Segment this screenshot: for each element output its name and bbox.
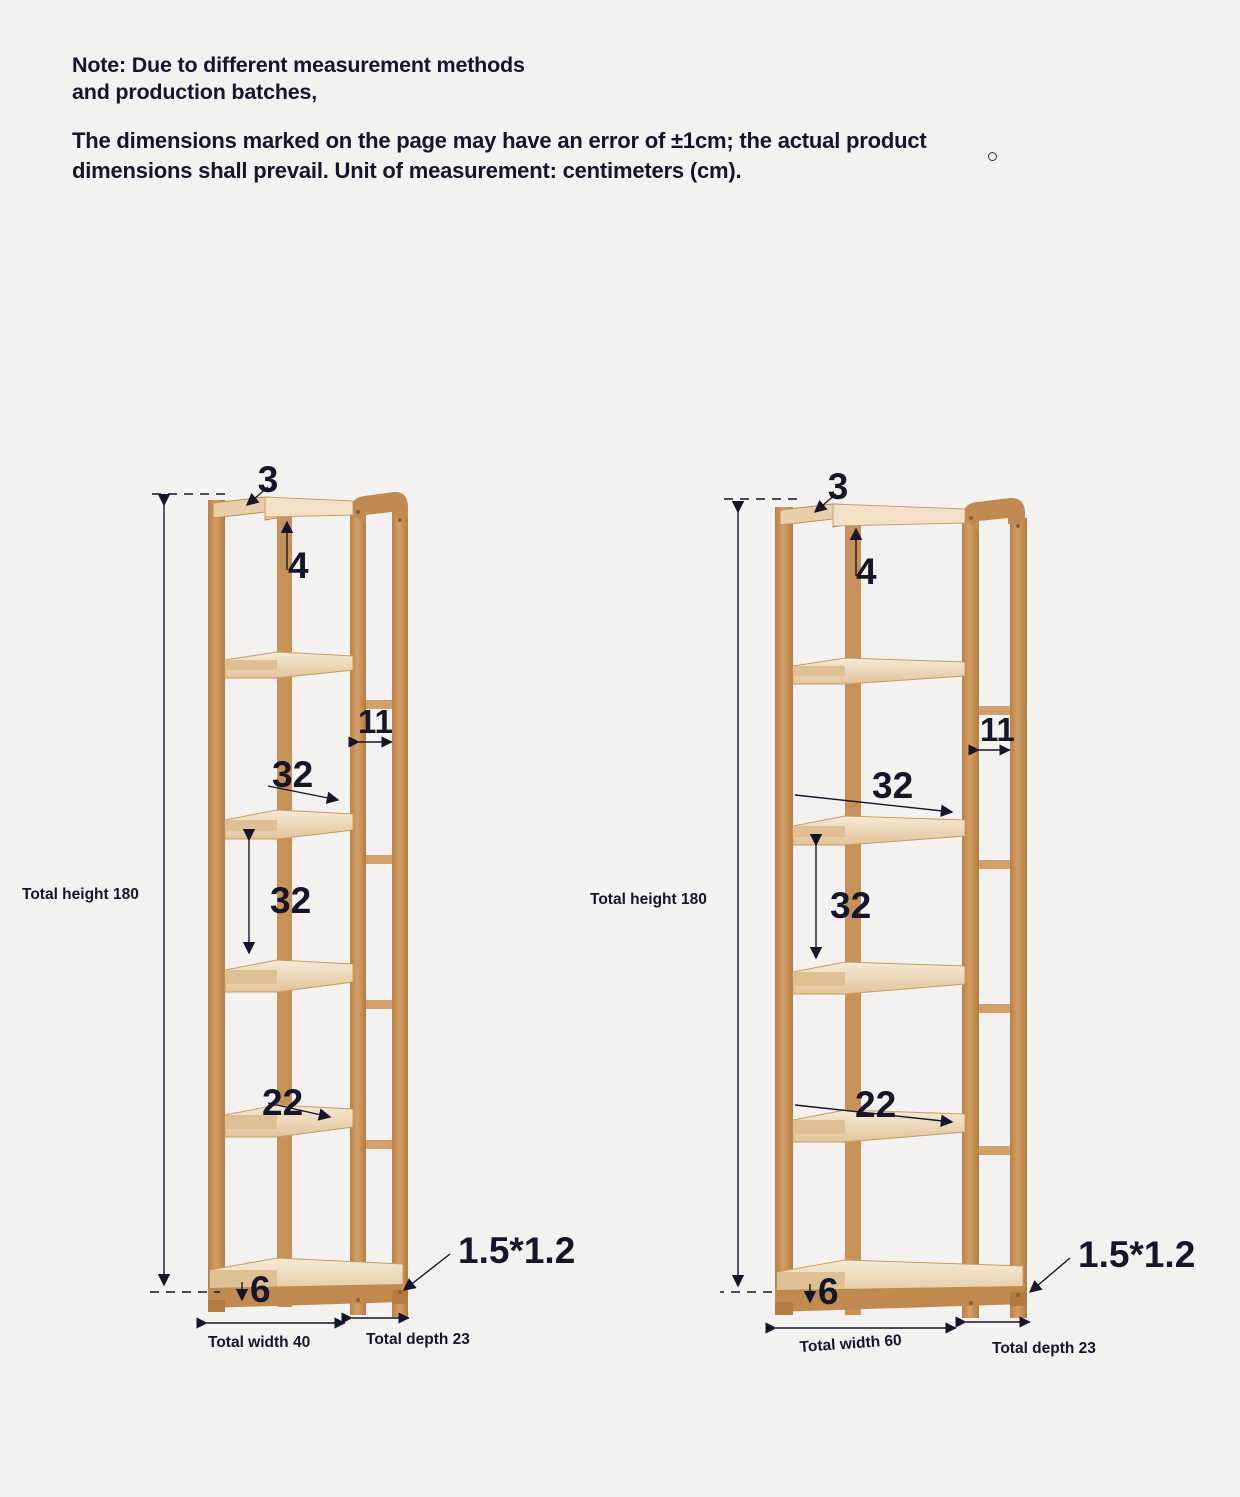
right-label-rail-width: 11 [980, 711, 1015, 748]
left-label-spacing-upper: 32 [272, 754, 314, 795]
right-label-total-depth: Total depth 23 [992, 1340, 1096, 1357]
right-label-spacing-mid: 32 [830, 885, 872, 926]
left-label-total-depth: Total depth 23 [366, 1331, 470, 1348]
right-label-foot-height: 6 [818, 1271, 839, 1312]
right-label-spacing-upper: 32 [872, 765, 914, 806]
left-label-rail-width: 11 [358, 703, 393, 740]
right-shelf-frame [775, 498, 1027, 1318]
right-label-spacing-lower: 22 [855, 1084, 897, 1125]
right-label-top-gap: 4 [856, 551, 877, 592]
right-label-top-thickness: 3 [827, 466, 849, 507]
left-label-total-width: Total width 40 [208, 1334, 311, 1351]
right-label-leg-section: 1.5*1.2 [1078, 1234, 1196, 1275]
left-label-spacing-mid: 32 [270, 880, 312, 921]
note-line-1: Note: Due to different measurement methods and production batches, [72, 53, 525, 104]
right-label-total-height: Total height 180 [590, 891, 707, 908]
note-line-2: The dimensions marked on the page may have an error of ±1cm; the actual product dimensions shall prevail. Unit of measurement: centimeters (cm). [72, 128, 927, 183]
left-label-spacing-lower: 22 [262, 1082, 304, 1123]
left-label-top-gap: 4 [288, 545, 309, 586]
left-label-total-height: Total height 180 [22, 886, 139, 903]
view-right-shelf [590, 466, 1195, 1357]
view-left-shelf [22, 459, 575, 1351]
left-label-foot-height: 6 [250, 1269, 271, 1310]
left-label-leg-section: 1.5*1.2 [458, 1230, 576, 1271]
right-label-total-width: Total width 60 [799, 1331, 903, 1356]
left-label-top-thickness: 3 [257, 459, 279, 500]
